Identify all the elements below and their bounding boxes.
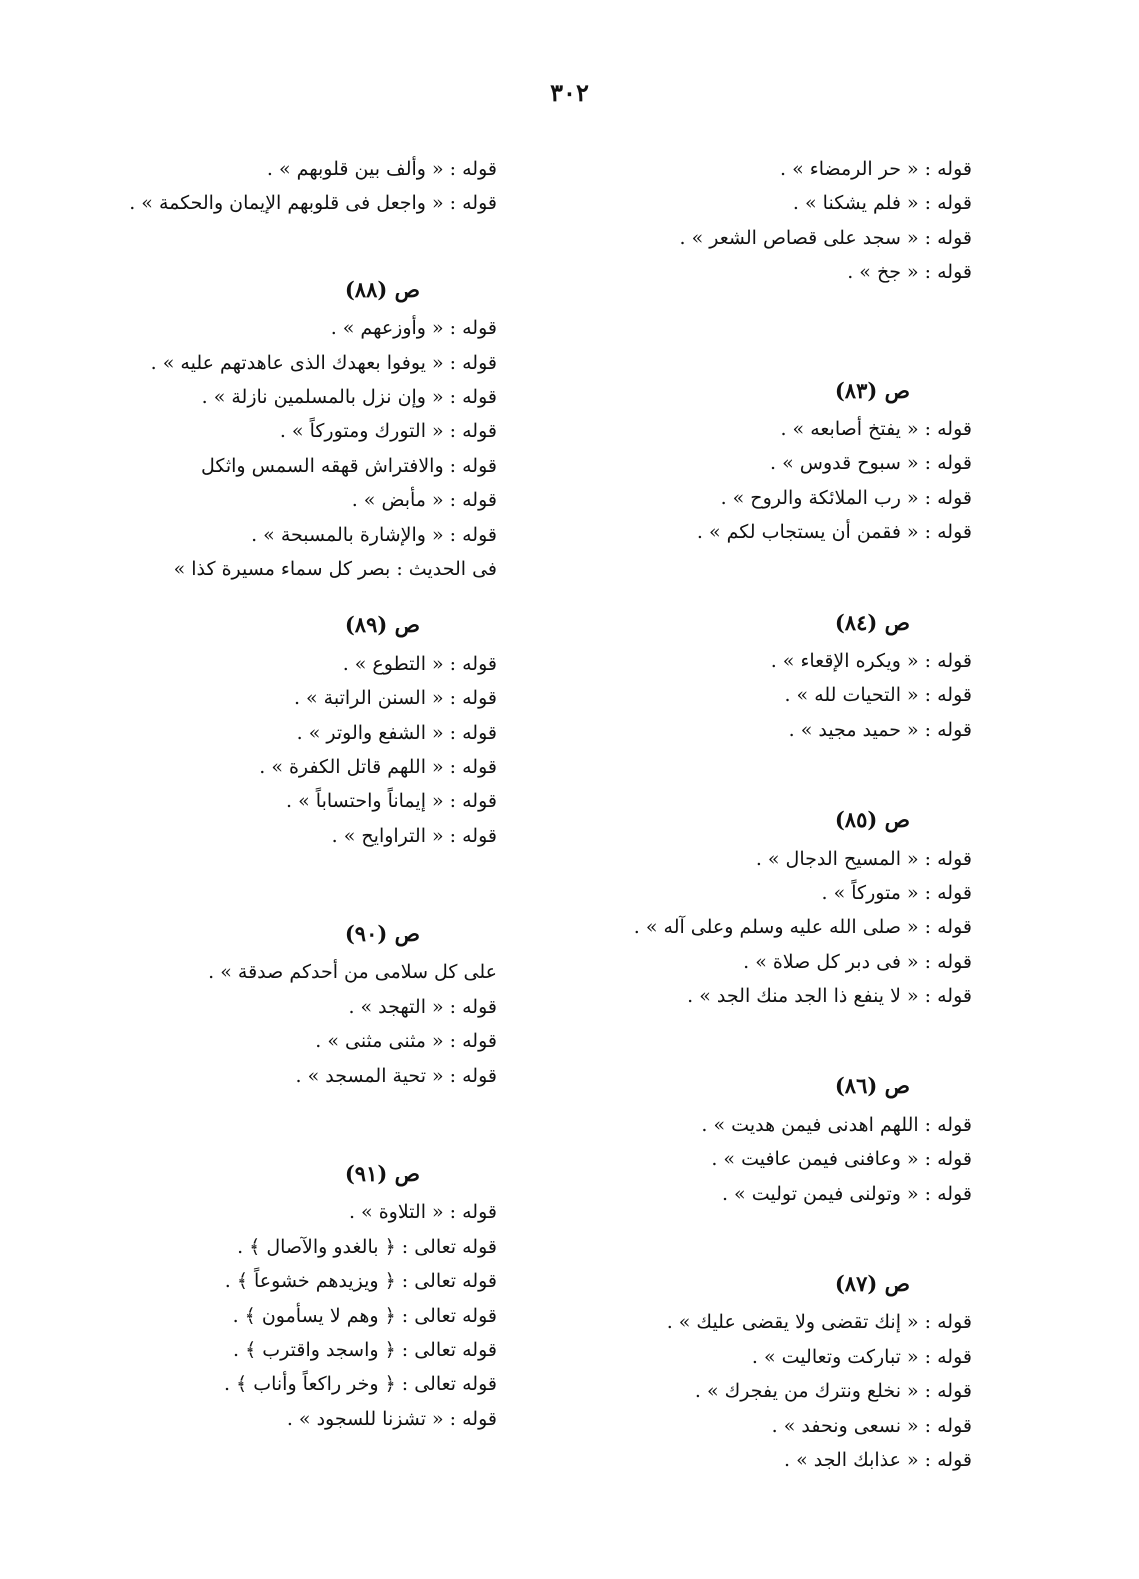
entry-line: قوله : « المسيح الدجال » . — [755, 847, 972, 870]
section-heading: ص (٨٩) — [344, 612, 420, 638]
entry-line: قوله : « يوفوا بعهدك الذى عاهدتهم عليه » . — [150, 351, 497, 374]
entry-line: قوله : « لا ينفع ذا الجد منك الجد » . — [687, 985, 972, 1008]
entry-line: قوله : « وعافنى فيمن عافيت » . — [711, 1148, 972, 1171]
spacer — [125, 853, 497, 895]
entry-line: قوله : « وأوزعهم » . — [330, 317, 497, 340]
entry-line: قوله : « إنك تقضى ولا يقضى عليك » . — [666, 1311, 972, 1334]
entry-line: قوله : « فقمن أن يستجاب لكم » . — [696, 521, 972, 544]
entry-line: قوله : « صلى الله عليه وسلم وعلى آله » . — [633, 916, 972, 939]
entry-line: قوله تعالى : ﴿ وخر راكعاً وأناب ﴾ . — [223, 1373, 497, 1396]
spacer — [125, 221, 497, 251]
spacer — [600, 1211, 972, 1245]
entry-line: قوله : « الشفع والوتر » . — [296, 721, 497, 744]
entry-line: قوله : « السنن الراتبة » . — [293, 687, 497, 710]
spacer — [600, 1013, 972, 1047]
entry-line: قوله : « سبوح قدوس » . — [770, 452, 972, 475]
section-heading: ص (٩٠) — [344, 921, 420, 947]
entry-line: على كل سلامى من أحدكم صدقة » . — [208, 961, 497, 984]
spacer — [600, 747, 972, 781]
entry-line: قوله تعالى : ﴿ ويزيدهم خشوعاً ﴾ . — [224, 1270, 497, 1293]
entry-line: قوله : « حميد مجيد » . — [788, 718, 972, 741]
entry-line: قوله : « جخ » . — [847, 261, 972, 284]
section-heading: ص (٨٧) — [834, 1271, 910, 1297]
entry-line: فى الحديث : بصر كل سماء مسيرة كذا » — [173, 557, 497, 580]
entry-line: قوله تعالى : ﴿ واسجد واقترب ﴾ . — [233, 1339, 497, 1361]
section-heading: ص (٨٤) — [834, 609, 910, 635]
entry-line: قوله : « إيماناً واحتساباً » . — [286, 790, 497, 813]
entry-line: قوله تعالى : ﴿ وهم لا يسأمون ﴾ . — [232, 1304, 497, 1327]
entry-line: قوله : « التراوايح » . — [331, 824, 497, 847]
right-column — [600, 152, 972, 1477]
entry-line: قوله : « رب الملائكة والروح » . — [720, 486, 972, 509]
entry-line: قوله : اللهم اهدنى فيمن هديت » . — [701, 1113, 972, 1136]
entry-line: قوله : « ويكره الإقعاء » . — [770, 649, 972, 672]
entry-line: قوله : « تحية المسجد » . — [295, 1064, 497, 1087]
entry-line: قوله : « التهجد » . — [348, 995, 497, 1018]
entry-line: قوله : « التطوع » . — [342, 652, 497, 675]
entry-line: قوله : « وإن نزل بالمسلمين نازلة » . — [201, 385, 497, 408]
spacer — [600, 550, 972, 584]
section-heading: ص (٨٦) — [834, 1073, 910, 1099]
entry-line: قوله : « سجد على قصاص الشعر » . — [679, 226, 972, 249]
entry-line: قوله : « اللهم قاتل الكفرة » . — [259, 755, 497, 778]
entry-line: قوله : « وألف بين قلوبهم » . — [266, 158, 497, 180]
entry-line: قوله : « تشزنا للسجود » . — [286, 1407, 497, 1430]
entry-line: قوله تعالى : ﴿ بالغدو والآصال ﴾ . — [237, 1235, 497, 1258]
entry-line: قوله : « التحيات لله » . — [784, 684, 972, 707]
entry-line: قوله : « حر الرمضاء » . — [780, 158, 972, 180]
spacer — [600, 290, 972, 352]
left-column — [125, 152, 497, 1436]
entry-line: قوله : « والإشارة بالمسبحة » . — [251, 523, 497, 546]
spacer — [125, 1093, 497, 1135]
entry-line: قوله : « التلاوة » . — [348, 1201, 497, 1224]
entry-line: قوله : « متوركاً » . — [821, 881, 972, 904]
section-heading: ص (٨٨) — [344, 276, 420, 302]
section-heading: ص (٨٣) — [834, 377, 910, 403]
entry-line: قوله : « فلم يشكنا » . — [792, 192, 972, 215]
entry-line: قوله : « فى دبر كل صلاة » . — [743, 950, 972, 973]
entry-line: قوله : « مأبض » . — [351, 489, 497, 512]
section-heading: ص (٩١) — [344, 1161, 420, 1187]
entry-line: قوله : « نخلع ونترك من يفجرك » . — [694, 1380, 972, 1403]
entry-line: قوله : « وتولنى فيمن توليت » . — [721, 1182, 972, 1205]
entry-line: قوله : « واجعل فى قلوبهم الإيمان والحكمة » . — [129, 192, 497, 215]
entry-line: قوله : « عذابك الجد » . — [784, 1449, 972, 1472]
entry-line: قوله : « يفتخ أصابعه » . — [780, 417, 972, 440]
section-heading: ص (٨٥) — [834, 807, 910, 833]
entry-line: قوله : « تباركت وتعاليت » . — [751, 1345, 972, 1368]
entry-line: قوله : « مثنى مثنى » . — [315, 1030, 497, 1053]
entry-line: قوله : « التورك ومتوركاً » . — [279, 420, 497, 443]
entry-line: قوله : والافتراش قهقه السمس واثكل — [200, 454, 497, 477]
page-number: ٣٠٢ — [550, 78, 589, 107]
entry-line: قوله : « نسعى ونحفد » . — [771, 1414, 972, 1437]
